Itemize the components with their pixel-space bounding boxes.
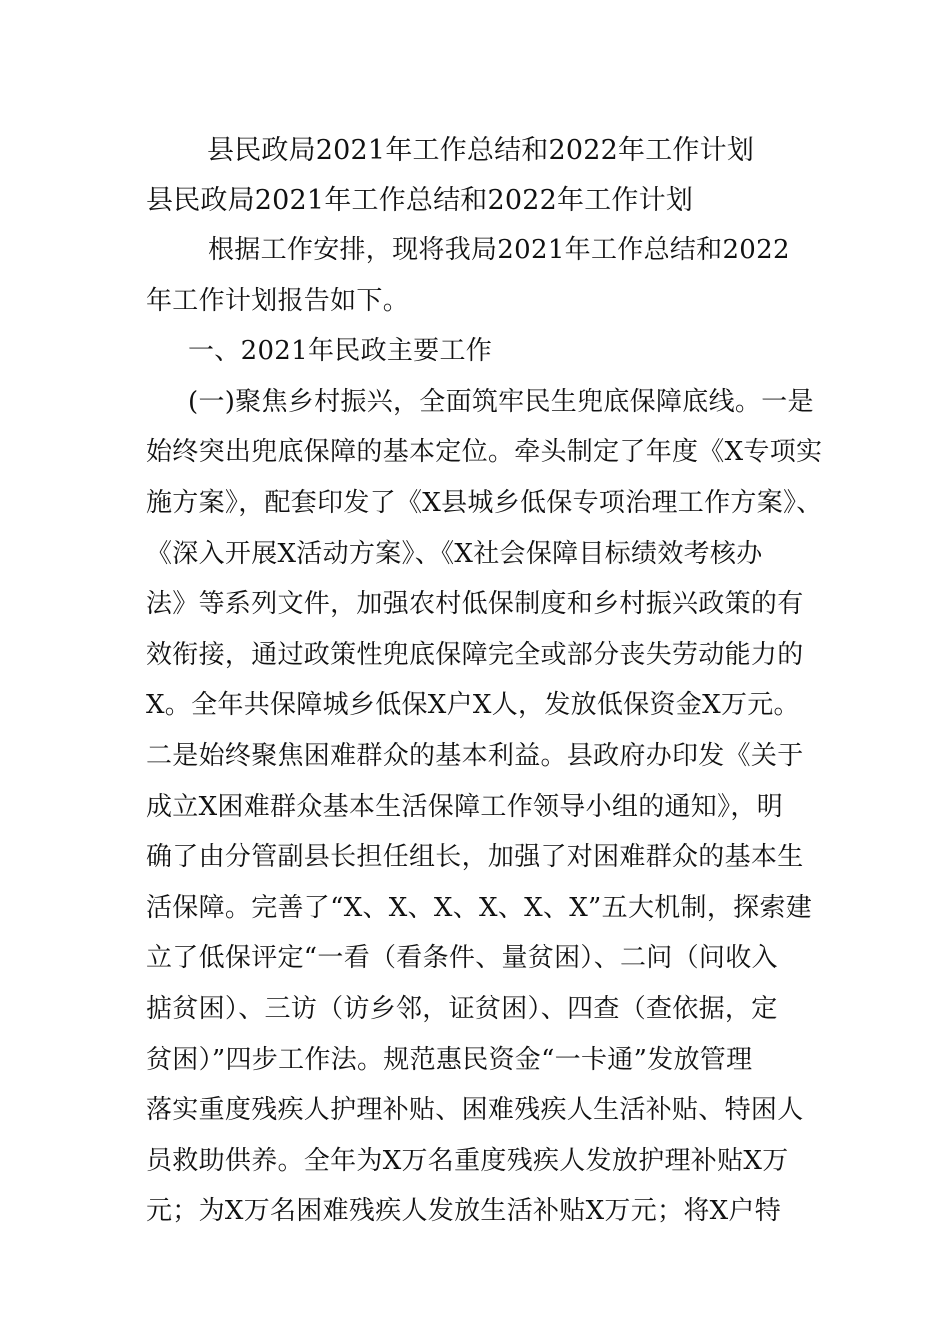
paragraph-line: (一)聚焦乡村振兴，全面筑牢民生兜底保障底线。一是 (188, 386, 814, 417)
paragraph-line: 确了由分管副县长担任组长，加强了对困难群众的基本生 (146, 842, 804, 873)
paragraph-line: 始终突出兜底保障的基本定位。牵头制定了年度《X专项实 (146, 437, 823, 468)
paragraph-line: 员救助供养。全年为X万名重度残疾人发放护理补贴X万 (146, 1145, 789, 1176)
section-heading: 一、2021年民政主要工作 (188, 336, 493, 367)
paragraph-line: X。全年共保障城乡低保X户X人，发放低保资金X万元。 (146, 690, 800, 721)
document-subtitle: 县民政局2021年工作总结和2022年工作计划 (146, 185, 694, 216)
paragraph-line: 《深入开展X活动方案》、《X社会保障目标绩效考核办 (146, 538, 763, 569)
paragraph-line: 成立X困难群众基本生活保障工作领导小组的通知》，明 (146, 791, 784, 822)
paragraph-line: 贫困）”四步工作法。规范惠民资金“一卡通”发放管理 (146, 1044, 753, 1075)
document-title: 县民政局2021年工作总结和2022年工作计划 (207, 135, 755, 166)
paragraph-line: 二是始终聚焦困难群众的基本利益。县政府办印发《关于 (146, 740, 804, 771)
paragraph-line: 效衔接，通过政策性兜底保障完全或部分丧失劳动能力的 (146, 639, 804, 670)
paragraph-line: 落实重度残疾人护理补贴、困难残疾人生活补贴、特困人 (146, 1095, 804, 1126)
paragraph-line: 施方案》，配套印发了《X县城乡低保专项治理工作方案》、 (146, 487, 823, 518)
paragraph-line: 元；为X万名困难残疾人发放生活补贴X万元；将X户特 (146, 1196, 782, 1227)
paragraph-line: 立了低保评定“一看（看条件、量贫困）、二问（问收入 (146, 943, 778, 974)
paragraph-line: 年工作计划报告如下。 (146, 285, 410, 316)
document-body (146, 230, 826, 1242)
paragraph-line: 掂贫困）、三访（访乡邻，证贫困）、四查（查依据，定 (146, 993, 778, 1024)
paragraph-line: 活保障。完善了“X、X、X、X、X、X”五大机制，探索建 (146, 892, 813, 923)
paragraph-line: 根据工作安排，现将我局2021年工作总结和2022 (208, 235, 790, 265)
paragraph-line: 法》等系列文件，加强农村低保制度和乡村振兴政策的有 (146, 589, 804, 620)
